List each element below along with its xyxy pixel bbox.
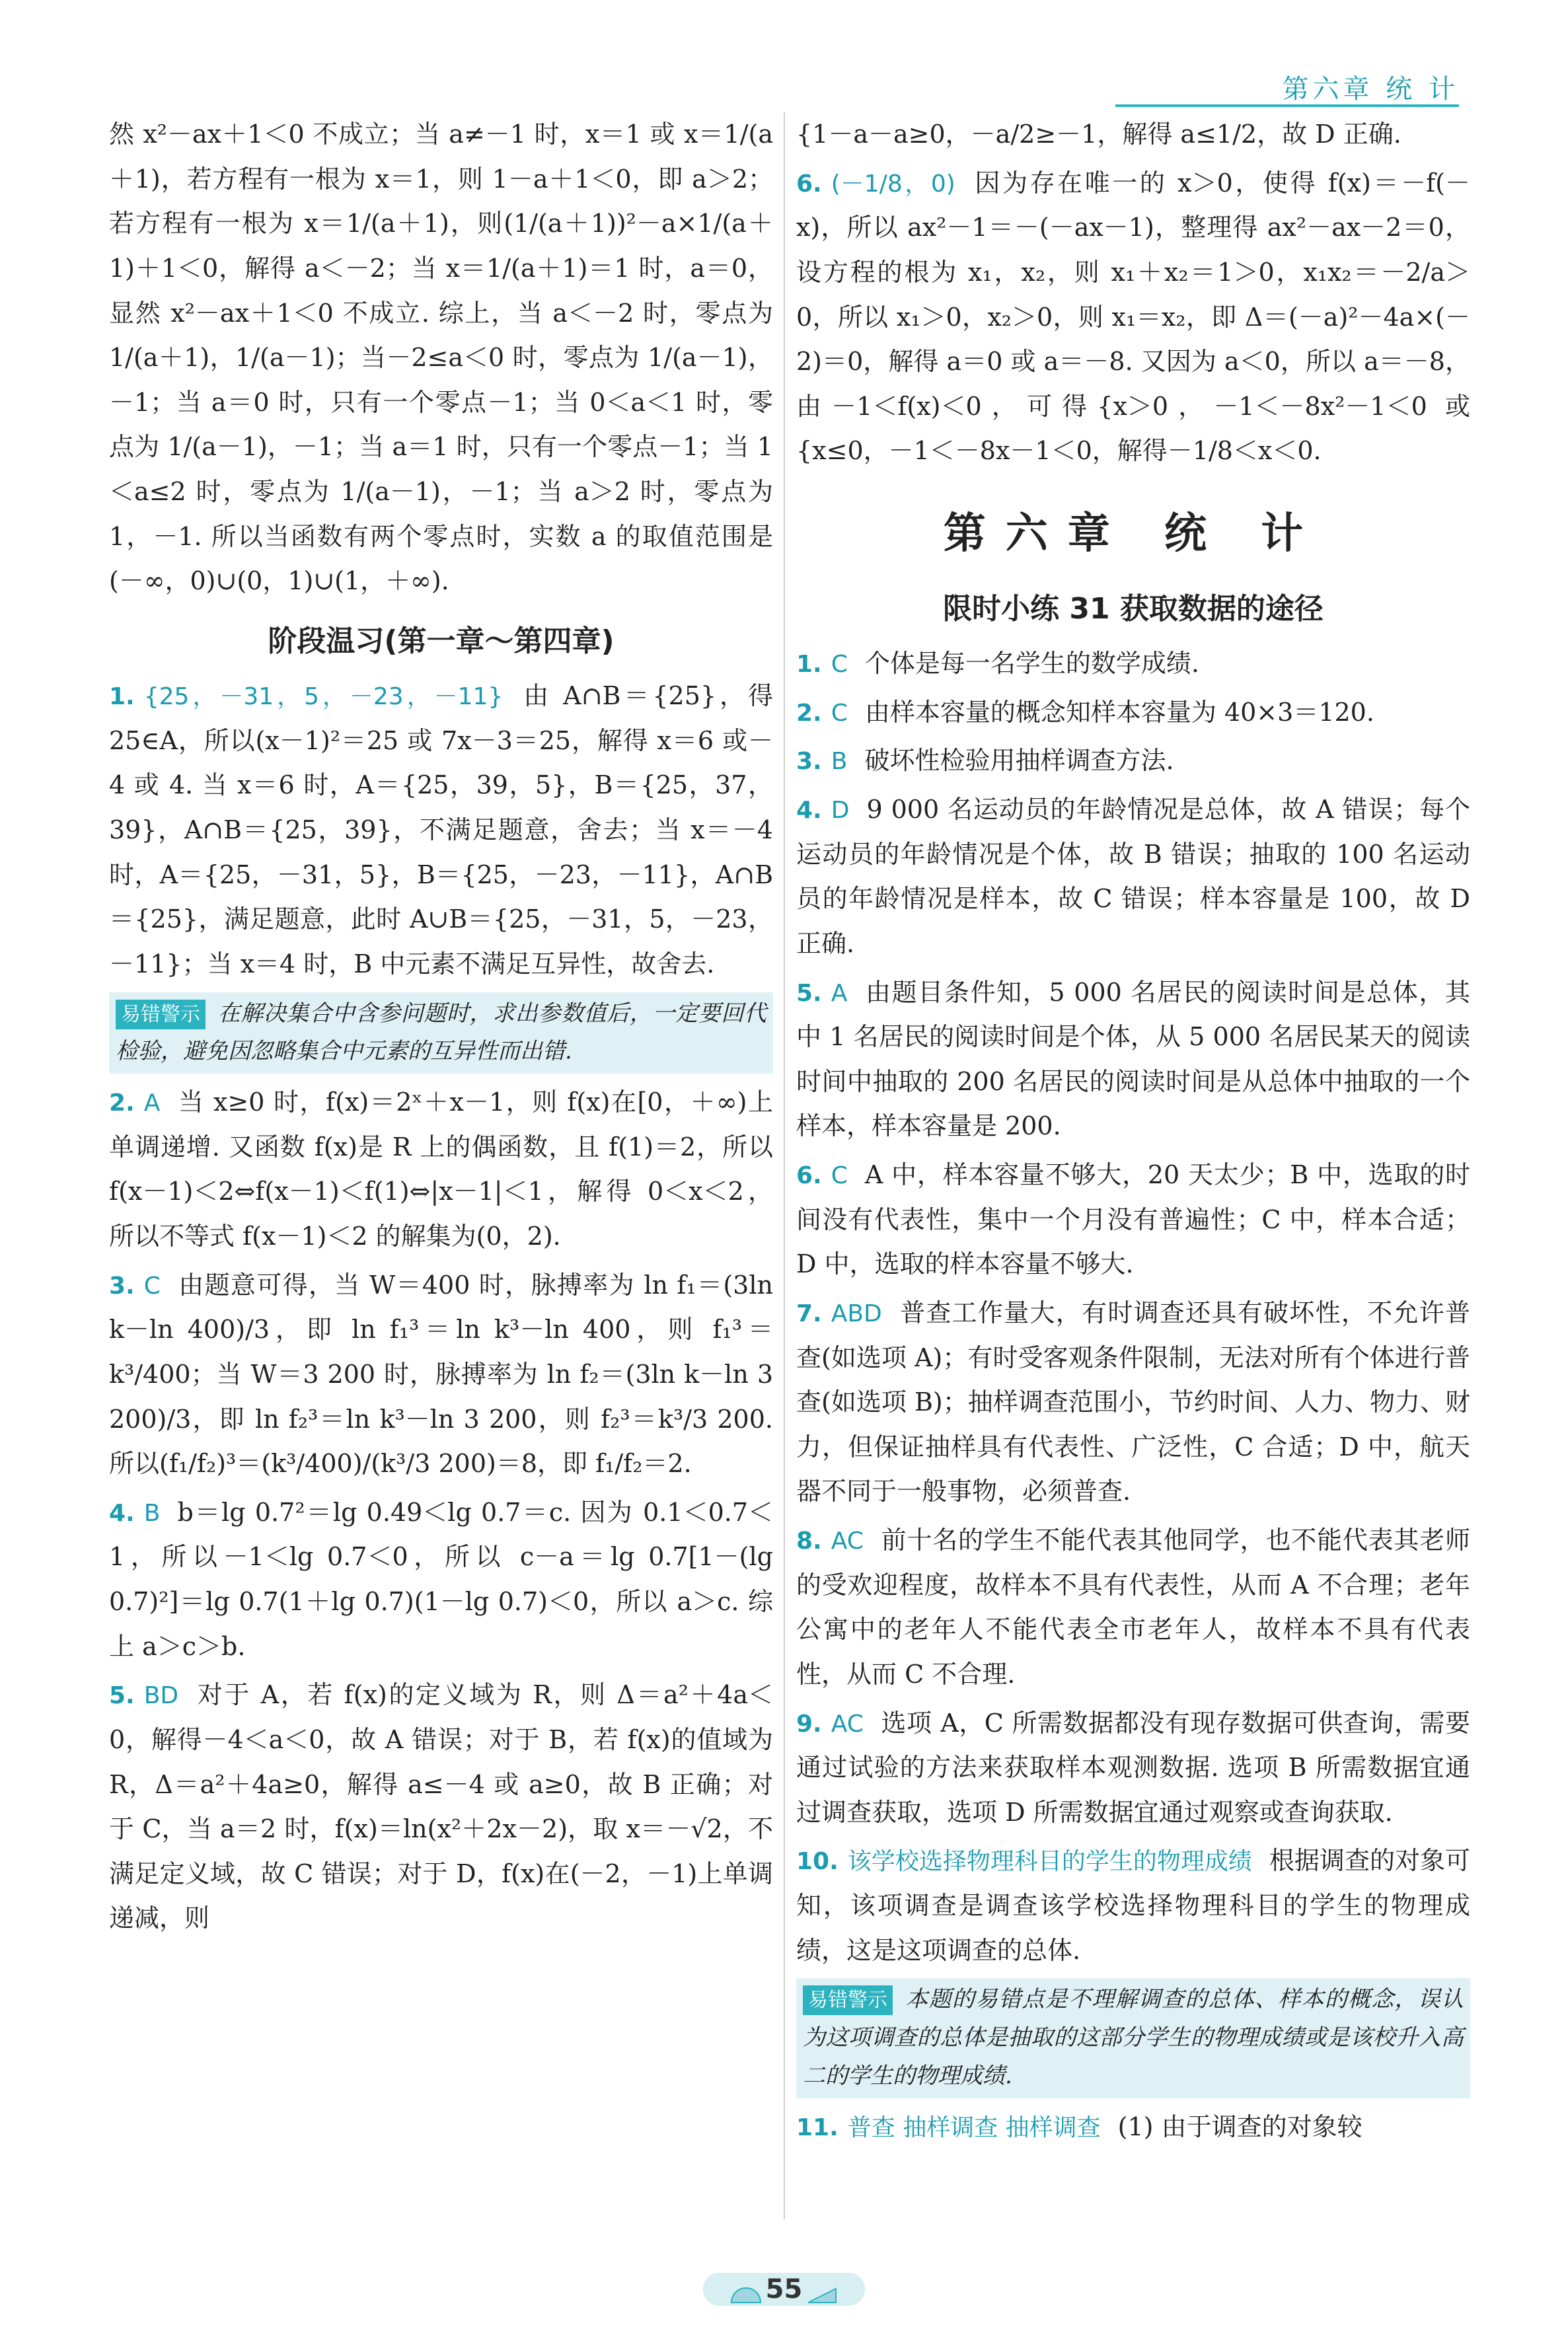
warning-text: 本题的易错点是不理解调查的总体、样本的概念，误认为这项调查的总体是抽取的这部分学生的物理成绩或是该校升入高二的学生的物理成绩.	[803, 1986, 1464, 2089]
item-explanation: 个体是每一名学生的数学成绩.	[864, 649, 1199, 679]
right-paragraph-continued: {1－a－a≥0，－a/2≥－1，解得 a≤1/2，故 D 正确.	[796, 120, 1401, 149]
answer-item	[796, 2105, 1470, 2150]
warning-text: 在解决集合中含参问题时，求出参数值后，一定要回代检验，避免因忽略集合中元素的互异性而出错.	[116, 1000, 766, 1065]
protractor-icon	[729, 2287, 763, 2304]
item-explanation: b＝lg 0.7²＝lg 0.49＜lg 0.7＝c. 因为 0.1＜0.7＜1，所以－1＜lg 0.7＜0，所以 c－a＝lg 0.7[1－(lg 0.7)²]＝lg 0.7(1＋lg 0.7)(1－lg 0.7)＜0，所以 a＞c. 综上 a＞c＞b.	[109, 1497, 773, 1661]
answer-item	[796, 1839, 1470, 1973]
item-number: 6.	[796, 1162, 822, 1190]
item-explanation: 因为存在唯一的 x＞0，使得 f(x)＝－f(－x)，所以 ax²－1＝－(－ax－1)，整理得 ax²－ax－2＝0，设方程的根为 x₁，x₂，则 x₁＋x₂＝1＞0，x₁x₂＝－2/a＞0，所以 x₁＞0，x₂＞0，则 x₁＝x₂，即 Δ＝(－a)²－4a×(－2)＝0，解得 a＝0 或 a＝－8. 又因为 a＜0，所以 a＝－8，由－1＜f(x)＜0，可得{x＞0，－1＜－8x²－1＜0 或{x≤0，－1＜－8x－1＜0，解得－1/8＜x＜0.	[796, 168, 1470, 466]
footer	[0, 2273, 1568, 2306]
answer-item	[796, 971, 1470, 1150]
item-explanation: 由题目条件知，5 000 名居民的阅读时间是总体，其中 1 名居民的阅读时间是个体，从 5 000 名居民某天的阅读时间中抽取的 200 名居民的阅读时间是从总体中抽取的一个样本，样本容量是 200.	[796, 977, 1470, 1141]
item-number: 3.	[796, 748, 822, 776]
answer-item	[796, 642, 1470, 686]
item-answer: A	[143, 1089, 161, 1117]
answer-item	[109, 1080, 773, 1259]
section-title-practice: 限时小练 31 获取数据的途径	[943, 591, 1324, 626]
answer-item	[109, 1673, 773, 1941]
item-answer: ABD	[831, 1300, 882, 1327]
item-explanation: 当 x≥0 时，f(x)＝2ˣ＋x－1，则 f(x)在[0，＋∞)上单调递增. 又函数 f(x)是 R 上的偶函数，且 f(1)＝2，所以 f(x－1)＜2⇔f(x－1)＜f(1)⇔|x－1|＜1，解得 0＜x＜2，所以不等式 f(x－1)＜2 的解集为(0，2).	[109, 1088, 773, 1251]
item-explanation: 根据调查的对象可知，该项调查是调查该学校选择物理科目的学生的物理成绩，这是这项调查的总体.	[796, 1846, 1470, 1965]
item-number: 6.	[796, 170, 822, 198]
item-answer: (－1/8，0)	[831, 170, 955, 198]
answer-item	[796, 1701, 1470, 1835]
item-number: 4.	[796, 797, 822, 825]
header-chapter-title: 第六章 统 计	[1282, 74, 1459, 104]
item-answer: AC	[831, 1710, 864, 1738]
item-answer: 该学校选择物理科目的学生的物理成绩	[847, 1848, 1252, 1876]
item-explanation: 对于 A，若 f(x)的定义域为 R，则 Δ＝a²＋4a＜0，解得－4＜a＜0，故 A 错误；对于 B，若 f(x)的值域为 R，Δ＝a²＋4a≥0，解得 a≤－4 或 a≥0，故 B 正确；对于 C，当 a＝2 时，f(x)＝ln(x²＋2x－2)，取 x＝－√2，不满足定义域，故 C 错误；对于 D，f(x)在(－2，－1)上单调递减，则	[109, 1680, 773, 1933]
item-answer: B	[831, 748, 848, 776]
answer-list	[796, 642, 1470, 1973]
warning-tag: 易错警示	[803, 1985, 893, 2015]
item-answer: D	[831, 797, 850, 825]
item-explanation: 前十名的学生不能代表其他同学，也不能代表其老师的受欢迎程度，故样本不具有代表性，从而 A 不合理；老年公寓中的老年人不能代表全市老年人，故样本不具有代表性，从而 C 不合理.	[796, 1526, 1470, 1689]
column-divider	[784, 112, 785, 2219]
page-number: 55	[765, 2274, 803, 2305]
item-number: 7.	[796, 1300, 822, 1327]
header-rule	[1115, 104, 1459, 107]
item-number: 10.	[796, 1848, 839, 1876]
item-answer: BD	[143, 1682, 179, 1710]
item-number: 2.	[796, 699, 822, 727]
item-number: 8.	[796, 1528, 822, 1555]
item-number: 2.	[109, 1089, 135, 1117]
item-answer: C	[143, 1272, 161, 1300]
right-column	[796, 112, 1470, 2226]
answer-item	[796, 739, 1470, 784]
item-answer: {25，－31，5，－23，－11}	[143, 683, 504, 711]
item-answer: C	[831, 1162, 848, 1190]
section-title-review: 阶段温习(第一章～第四章)	[268, 624, 615, 658]
error-warning-box	[796, 1978, 1470, 2098]
item-answer: B	[143, 1499, 161, 1527]
chapter-title: 第六章 统 计	[943, 509, 1324, 558]
answer-item	[796, 161, 1470, 474]
answer-item	[796, 788, 1470, 967]
item-answer: C	[831, 699, 848, 727]
item-number: 1.	[109, 683, 135, 711]
item-answer: A	[831, 979, 848, 1007]
item-explanation: 由样本容量的概念知样本容量为 40×3＝120.	[864, 697, 1374, 727]
set-square-icon	[805, 2287, 839, 2304]
item-explanation: 选项 A，C 所需数据都没有现存数据可供查询，需要通过试验的方法来获取样本观测数据. 选项 B 所需数据宜通过调查获取，选项 D 所需数据宜通过观察或查询获取.	[796, 1708, 1470, 1827]
left-paragraph-continued: 然 x²－ax＋1＜0 不成立；当 a≠－1 时，x＝1 或 x＝1/(a＋1)，若方程有一根为 x＝1，则 1－a＋1＜0，即 a＞2；若方程有一根为 x＝1/(a＋1)，则(1/(a＋1))²－a×1/(a＋1)＋1＜0，解得 a＜－2；当 x＝1/(a＋1)＝1 时，a＝0，显然 x²－ax＋1＜0 不成立. 综上，当 a＜－2 时，零点为 1/(a＋1)，1/(a－1)；当－2≤a＜0 时，零点为 1/(a－1)，－1；当 a＝0 时，只有一个零点－1；当 0＜a＜1 时，零点为 1/(a－1)，－1；当 a＝1 时，只有一个零点－1；当 1＜a≤2 时，零点为 1/(a－1)，－1；当 a＞2 时，零点为 1，－1. 所以当函数有两个零点时，实数 a 的取值范围是(－∞，0)∪(0，1)∪(1，＋∞).	[109, 120, 773, 596]
answer-item	[796, 690, 1470, 735]
item-number: 5.	[109, 1682, 135, 1710]
left-column	[109, 112, 773, 2226]
answer-item	[796, 1291, 1470, 1514]
item-explanation: 由 A∩B＝{25}，得 25∈A，所以(x－1)²＝25 或 7x－3＝25，解得 x＝6 或－4 或 4. 当 x＝6 时，A＝{25，39，5}，B＝{25，37，39}，A∩B＝{25，39}，不满足题意，舍去；当 x＝－4 时，A＝{25，－31，5}，B＝{25，－23，－11}，A∩B＝{25}，满足题意，此时 A∪B＝{25，－31，5，－23，－11}；当 x＝4 时，B 中元素不满足互异性，故舍去.	[109, 681, 773, 978]
item-explanation: A 中，样本容量不够大，20 天太少；B 中，选取的时间没有代表性，集中一个月没有普遍性；C 中，样本合适；D 中，选取的样本容量不够大.	[796, 1160, 1470, 1279]
answer-item	[796, 1153, 1470, 1287]
answer-item	[109, 1491, 773, 1670]
item-number: 9.	[796, 1710, 822, 1738]
item-explanation: (1) 由于调查的对象较	[1117, 2112, 1363, 2141]
error-warning-box	[109, 992, 773, 1074]
item-explanation: 破坏性检验用抽样调查方法.	[864, 746, 1174, 776]
answer-item	[109, 674, 773, 986]
item-number: 1.	[796, 651, 822, 679]
item-number: 4.	[109, 1499, 135, 1527]
item-answer: AC	[831, 1528, 864, 1555]
item-number: 11.	[796, 2114, 839, 2141]
item-answer: C	[831, 651, 848, 679]
item-answer: 普查 抽样调查 抽样调查	[847, 2114, 1101, 2141]
answer-item	[796, 1518, 1470, 1697]
item-number: 3.	[109, 1272, 135, 1300]
item-explanation: 由题意可得，当 W＝400 时，脉搏率为 ln f₁＝(3ln k－ln 400)/3，即 ln f₁³＝ln k³－ln 400，则 f₁³＝k³/400；当 W＝3 200 时，脉搏率为 ln f₂＝(3ln k－ln 3 200)/3，即 ln f₂³＝ln k³－ln 3 200，则 f₂³＝k³/3 200. 所以(f₁/f₂)³＝(k³/400)/(k³/3 200)＝8，即 f₁/f₂＝2.	[109, 1270, 773, 1479]
answer-item	[109, 1263, 773, 1487]
item-number: 5.	[796, 979, 822, 1007]
warning-tag: 易错警示	[116, 1000, 205, 1029]
page-number-badge	[703, 2273, 866, 2306]
item-explanation: 普查工作量大，有时调查还具有破坏性，不允许普查(如选项 A)；有时受客观条件限制，无法对所有个体进行普查(如选项 B)；抽样调查范围小，节约时间、人力、物力、财力，但保证抽样具有代表性、广泛性，C 合适；D 中，航天器不同于一般事物，必须普查.	[796, 1298, 1470, 1506]
item-explanation: 9 000 名运动员的年龄情况是总体，故 A 错误；每个运动员的年龄情况是个体，故 B 错误；抽取的 100 名运动员的年龄情况是样本，故 C 错误；样本容量是 100，故 D 正确.	[796, 795, 1470, 958]
